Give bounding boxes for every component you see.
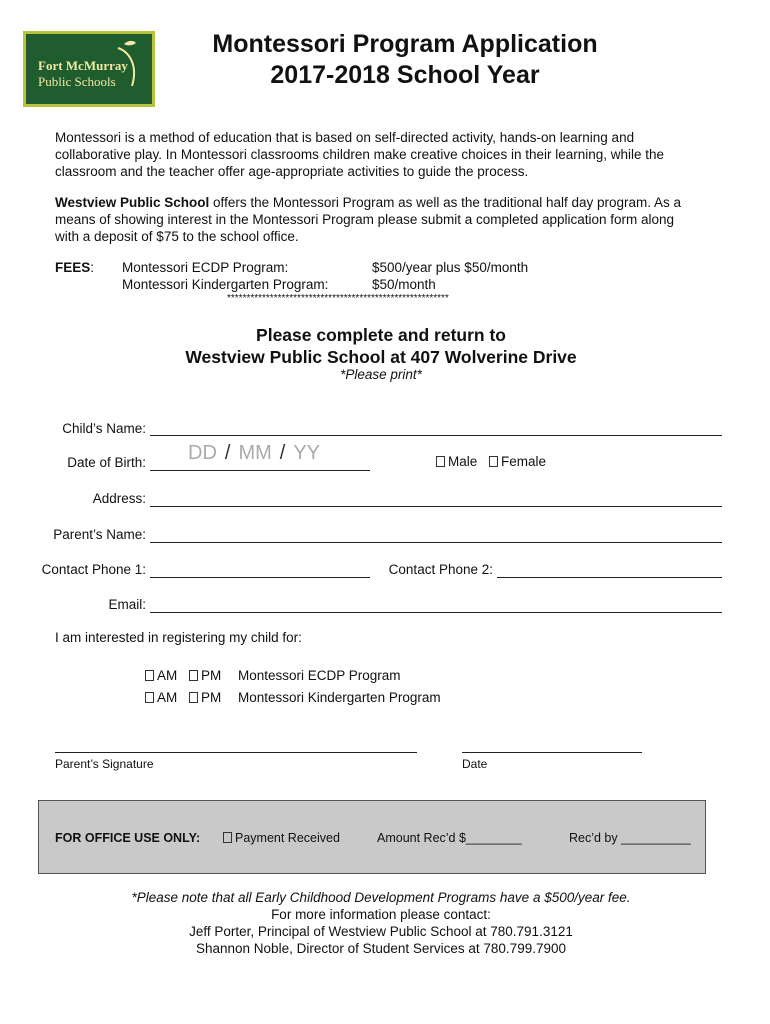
kindergarten-option-row: AM PM — [145, 690, 221, 705]
westview-paragraph: Westview Public School offers the Montessori Program as well as the traditional half day program. As a means of showing interest in the Montessori Program please submit a completed application form along with a deposit of $75 to the school office. — [55, 195, 682, 244]
child-name-field[interactable] — [150, 435, 722, 436]
payment-received: Payment Received — [223, 831, 340, 845]
contact-intro: For more information please contact: — [271, 907, 491, 922]
parent-name-field[interactable] — [150, 542, 722, 543]
email-field[interactable] — [150, 612, 722, 613]
fee-kindergarten-value: $50/month — [372, 277, 436, 292]
fee-ecdp-value: $500/year plus $50/month — [372, 260, 529, 275]
print-note: *Please print* — [340, 367, 422, 382]
fee-ecdp-name: Montessori ECDP Program: — [122, 260, 289, 275]
dob-placeholder: DD / MM / YY — [188, 442, 321, 464]
child-name-label: Child’s Name: — [62, 421, 146, 436]
return-address: Westview Public School at 407 Wolverine Drive — [185, 347, 577, 367]
school-name: Westview Public School — [55, 195, 210, 210]
phone2-field[interactable] — [497, 577, 722, 578]
return-heading: Please complete and return to — [256, 325, 506, 345]
dob-label: Date of Birth: — [67, 455, 146, 470]
phone2-label: Contact Phone 2: — [388, 562, 493, 577]
signature-label: Parent’s Signature — [55, 757, 154, 771]
intro-paragraph: Montessori is a method of education that is based on self-directed activity, hands-on learning and collaborative play. In Montessori classrooms children make creative choices in their learning, while the classroom and the teacher offer age-appropriate activities to guide the process. — [55, 130, 665, 179]
payment-checkbox[interactable] — [223, 832, 232, 843]
ecdp-program-label: Montessori ECDP Program — [238, 668, 401, 683]
office-use-box — [38, 800, 706, 874]
office-use-label: FOR OFFICE USE ONLY: — [55, 831, 201, 845]
fee-kindergarten-name: Montessori Kindergarten Program: — [122, 277, 329, 292]
date-label: Date — [462, 757, 488, 771]
kindergarten-pm-checkbox[interactable] — [189, 692, 198, 703]
email-label: Email: — [108, 597, 146, 612]
kindergarten-program-label: Montessori Kindergarten Program — [238, 690, 441, 705]
ecdp-pm-checkbox[interactable] — [189, 670, 198, 681]
logo-line2: Public Schools — [38, 74, 116, 89]
date-field[interactable] — [462, 752, 642, 753]
interest-label: I am interested in registering my child for: — [55, 630, 302, 645]
kindergarten-am-checkbox[interactable] — [145, 692, 154, 703]
female-label: Female — [501, 454, 547, 469]
ecdp-am-checkbox[interactable] — [145, 670, 154, 681]
fees-label: FEES: — [55, 260, 95, 275]
ecdp-option-row: AM PM — [145, 668, 221, 683]
gender-options — [436, 454, 546, 469]
address-label: Address: — [92, 491, 146, 506]
logo-line1: Fort McMurray — [38, 58, 128, 73]
contact-principal: Jeff Porter, Principal of Westview Public School at 780.791.3121 — [189, 924, 573, 939]
male-label: Male — [448, 454, 478, 469]
female-checkbox[interactable] — [489, 456, 498, 467]
footer — [0, 889, 762, 957]
page-subtitle: 2017-2018 School Year — [270, 61, 540, 89]
stars-divider: ********************************************************* — [227, 293, 449, 304]
signature-field[interactable] — [55, 752, 417, 753]
address-field[interactable] — [150, 506, 722, 507]
received-by: Rec’d by __________ — [569, 831, 691, 845]
dob-field[interactable] — [150, 470, 370, 471]
amount-received: Amount Rec’d $________ — [377, 831, 522, 845]
male-checkbox[interactable] — [436, 456, 445, 467]
phone1-field[interactable] — [150, 577, 370, 578]
fee-note: *Please note that all Early Childhood Development Programs have a $500/year fee. — [131, 890, 631, 905]
page-title: Montessori Program Application — [212, 30, 598, 58]
parent-name-label: Parent’s Name: — [53, 527, 146, 542]
contact-director: Shannon Noble, Director of Student Services at 780.799.7900 — [196, 941, 566, 956]
phone1-label: Contact Phone 1: — [41, 562, 146, 577]
